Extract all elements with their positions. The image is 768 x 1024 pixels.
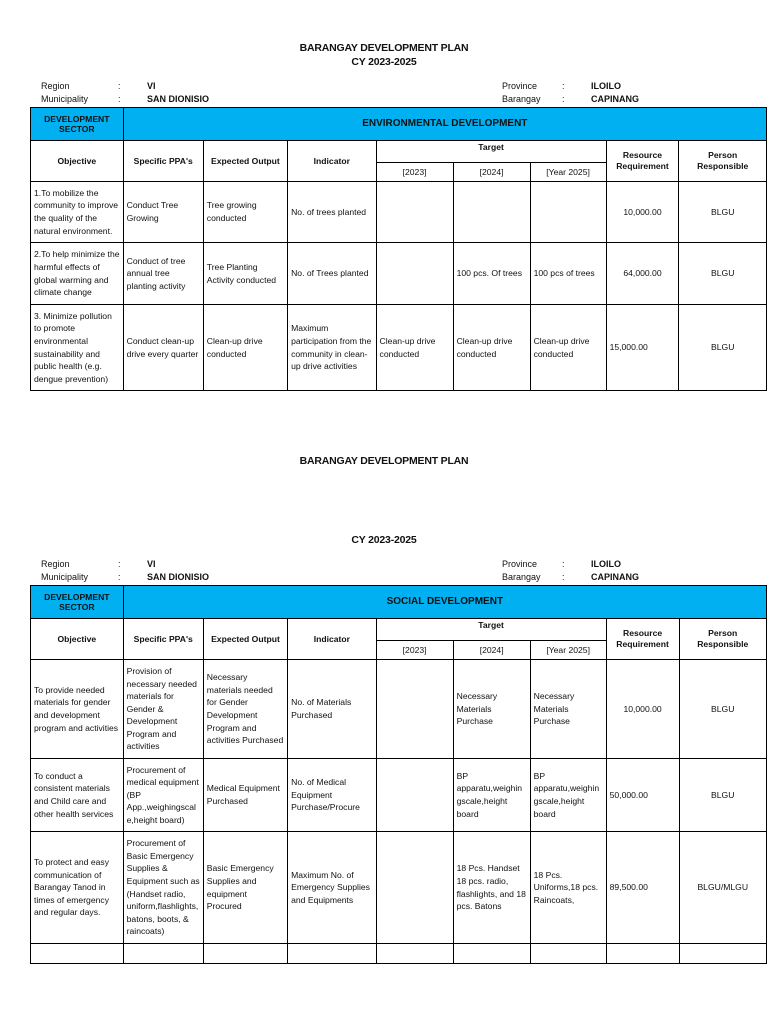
table-row: [31, 182, 767, 243]
province-label: Province: [502, 81, 538, 91]
empty-cell: [679, 944, 767, 964]
target-2023-cell: [376, 660, 453, 759]
table-row: [31, 660, 767, 759]
target-2023-cell: Clean-up drive conducted: [376, 305, 453, 391]
colon: :: [562, 572, 565, 582]
objective-cell: 3. Minimize pollution to promote environmental sustainability and public health (e.g. dengue prevention): [31, 305, 124, 391]
objective-cell: 2.To help minimize the harmful effects of global warming and climate change: [31, 243, 124, 305]
indicator-cell: No. of trees planted: [288, 182, 376, 243]
resource-cell: 50,000.00: [606, 759, 679, 832]
output-cell: Necessary materials needed for Gender Development Program and activities Purchased: [203, 660, 287, 759]
year-2023-header: [2023]: [376, 641, 453, 660]
resource-cell: 10,000.00: [606, 182, 679, 243]
target-2023-cell: [376, 243, 453, 305]
barangay-value: CAPINANG: [591, 572, 640, 582]
target-2024-cell: Clean-up drive conducted: [453, 305, 530, 391]
target-2024-cell: BP apparatu,weighingscale,height board: [453, 759, 530, 832]
objective-header: Objective: [31, 619, 124, 660]
target-2024-cell: 100 pcs. Of trees: [453, 243, 530, 305]
barangay-label: Barangay: [502, 572, 541, 582]
table-row-empty: [31, 944, 767, 964]
table-row: [31, 832, 767, 944]
target-2025-cell: 18 Pcs. Uniforms,18 pcs. Raincoats,: [530, 832, 606, 944]
colon: :: [118, 572, 121, 582]
sector-title: SOCIAL DEVELOPMENT: [123, 586, 766, 619]
empty-cell: [376, 944, 453, 964]
empty-cell: [31, 944, 124, 964]
person-cell: BLGU: [679, 243, 767, 305]
resource-cell: 64,000.00: [606, 243, 679, 305]
objective-cell: To provide needed materials for gender and development program and activities: [31, 660, 124, 759]
output-cell: Tree Planting Activity conducted: [203, 243, 287, 305]
target-2023-cell: [376, 759, 453, 832]
ppa-header: Specific PPA's: [123, 141, 203, 182]
target-2025-cell: BP apparatu,weighingscale,height board: [530, 759, 606, 832]
province-value: ILOILO: [591, 81, 621, 91]
year-2025-header: [Year 2025]: [530, 163, 606, 182]
region-label: Region: [41, 81, 70, 91]
plan-title: BARANGAY DEVELOPMENT PLAN: [299, 455, 469, 467]
person-cell: BLGU: [679, 182, 767, 243]
resource-header: Resource Requirement: [606, 619, 679, 660]
output-cell: Tree growing conducted: [203, 182, 287, 243]
ppa-header: Specific PPA's: [123, 619, 203, 660]
indicator-cell: Maximum No. of Emergency Supplies and Equipments: [288, 832, 376, 944]
indicator-header: Indicator: [288, 619, 376, 660]
ppa-cell: Conduct of tree annual tree planting activity: [123, 243, 203, 305]
empty-cell: [123, 944, 203, 964]
ppa-cell: Procurement of Basic Emergency Supplies & Equipment such as (Handset radio, uniform,flashlights, batons, boots, & raincoats): [123, 832, 203, 944]
empty-cell: [453, 944, 530, 964]
year-2023-header: [2023]: [376, 163, 453, 182]
plan-title: BARANGAY DEVELOPMENT PLAN: [299, 42, 469, 54]
year-2024-header: [2024]: [453, 641, 530, 660]
expected-output-header: Expected Output: [203, 141, 287, 182]
target-2025-cell: Clean-up drive conducted: [530, 305, 606, 391]
colon: :: [562, 94, 565, 104]
municipality-label: Municipality: [41, 94, 89, 104]
resource-cell: 89,500.00: [606, 832, 679, 944]
empty-cell: [288, 944, 376, 964]
target-2023-cell: [376, 832, 453, 944]
province-label: Province: [502, 559, 538, 569]
person-header: Person Responsible: [679, 619, 767, 660]
plan-period: CY 2023-2025: [351, 56, 417, 68]
objective-cell: 1.To mobilize the community to improve the quality of the natural environment.: [31, 182, 124, 243]
indicator-cell: No. of Materials Purchased: [288, 660, 376, 759]
output-cell: Basic Emergency Supplies and equipment Procured: [203, 832, 287, 944]
objective-header: Objective: [31, 141, 124, 182]
ppa-cell: Procurement of medical equipment (BP App.,weighingscale,height board): [123, 759, 203, 832]
plan-period: CY 2023-2025: [351, 534, 417, 546]
sector-title: ENVIRONMENTAL DEVELOPMENT: [123, 108, 766, 141]
municipality-value: SAN DIONISIO: [147, 94, 210, 104]
municipality-value: SAN DIONISIO: [147, 572, 210, 582]
colon: :: [118, 559, 121, 569]
table-row: [31, 759, 767, 832]
objective-cell: To conduct a consistent materials and Child care and other health services: [31, 759, 124, 832]
resource-cell: 10,000.00: [606, 660, 679, 759]
target-2025-cell: Necessary Materials Purchase: [530, 660, 606, 759]
indicator-cell: No. of Trees planted: [288, 243, 376, 305]
table-row: [31, 243, 767, 305]
indicator-cell: Maximum participation from the community in clean-up drive activities: [288, 305, 376, 391]
output-cell: Medical Equipment Purchased: [203, 759, 287, 832]
region-label: Region: [41, 559, 70, 569]
barangay-value: CAPINANG: [591, 94, 640, 104]
development-sector-header: DEVELOPMENT SECTOR: [31, 108, 124, 141]
colon: :: [562, 81, 565, 91]
region-value: VI: [147, 559, 156, 569]
ppa-cell: Provision of necessary needed materials for Gender & Development Program and activities: [123, 660, 203, 759]
year-2025-header: [Year 2025]: [530, 641, 606, 660]
resource-header: Resource Requirement: [606, 141, 679, 182]
region-value: VI: [147, 81, 156, 91]
year-2024-header: [2024]: [453, 163, 530, 182]
ppa-cell: Conduct Tree Growing: [123, 182, 203, 243]
table-row: [31, 305, 767, 391]
target-2023-cell: [376, 182, 453, 243]
person-header: Person Responsible: [679, 141, 767, 182]
social-plan-table: [30, 585, 767, 964]
environmental-plan-table: [30, 107, 767, 391]
person-cell: BLGU: [679, 305, 767, 391]
development-sector-header: DEVELOPMENT SECTOR: [31, 586, 124, 619]
person-cell: BLGU: [679, 759, 767, 832]
colon: :: [118, 94, 121, 104]
empty-cell: [606, 944, 679, 964]
output-cell: Clean-up drive conducted: [203, 305, 287, 391]
empty-cell: [530, 944, 606, 964]
target-header: Target: [376, 141, 606, 163]
objective-cell: To protect and easy communication of Barangay Tanod in times of emergency and regular days.: [31, 832, 124, 944]
expected-output-header: Expected Output: [203, 619, 287, 660]
target-2025-cell: 100 pcs of trees: [530, 243, 606, 305]
colon: :: [118, 81, 121, 91]
person-cell: BLGU: [679, 660, 767, 759]
indicator-cell: No. of Medical Equipment Purchase/Procure: [288, 759, 376, 832]
target-2025-cell: [530, 182, 606, 243]
resource-cell: 15,000.00: [606, 305, 679, 391]
municipality-label: Municipality: [41, 572, 89, 582]
colon: :: [562, 559, 565, 569]
barangay-label: Barangay: [502, 94, 541, 104]
target-2024-cell: [453, 182, 530, 243]
target-2024-cell: Necessary Materials Purchase: [453, 660, 530, 759]
person-cell: BLGU/MLGU: [679, 832, 767, 944]
province-value: ILOILO: [591, 559, 621, 569]
indicator-header: Indicator: [288, 141, 376, 182]
target-header: Target: [376, 619, 606, 641]
ppa-cell: Conduct clean-up drive every quarter: [123, 305, 203, 391]
empty-cell: [203, 944, 287, 964]
target-2024-cell: 18 Pcs. Handset 18 pcs. radio, flashlights, and 18 pcs. Batons: [453, 832, 530, 944]
